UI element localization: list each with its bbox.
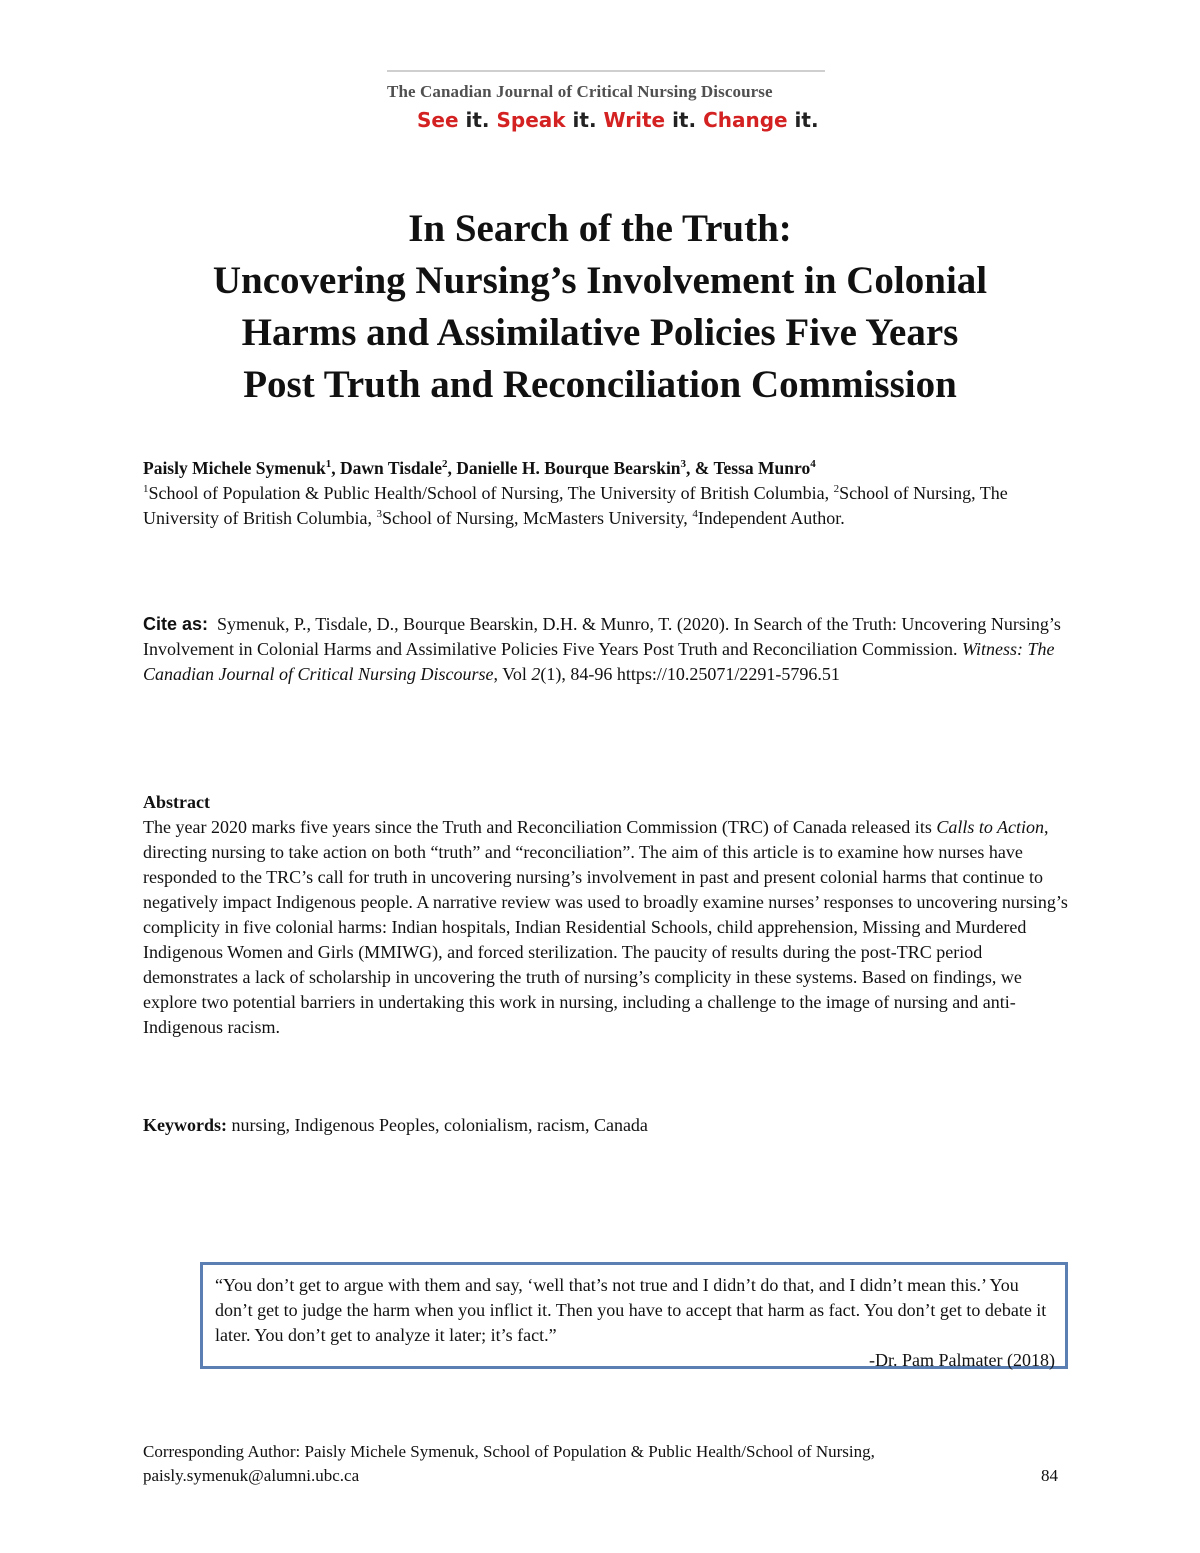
author-name: Tessa Munro: [713, 458, 811, 478]
quote-text: “You don’t get to argue with them and say, ‘well that’s not true and I didn’t do that, and I didn’t mean this.’ You don’t get to judge the harm when you inflict it. Then you have to accept that harm as fact. You don’t get to debate it later. You don’t get to analyze it later; it’s fact.”: [215, 1275, 1047, 1345]
citation-doi: (1), 84-96 https://10.25071/2291-5796.51: [540, 664, 840, 684]
abstract-heading: Abstract: [143, 792, 210, 812]
affil-mark: 2: [833, 483, 840, 495]
affiliations: [143, 481, 1073, 531]
masthead-rule: [387, 70, 825, 72]
slogan-word: Write: [603, 108, 666, 132]
author-email[interactable]: paisly.symenuk@alumni.ubc.ca: [143, 1466, 360, 1485]
slogan-suffix: it.: [458, 108, 497, 132]
author-affil-mark: 1: [325, 458, 332, 471]
abstract-italic: Calls to Action: [936, 817, 1045, 837]
page-number: 84: [1041, 1466, 1058, 1485]
slogan-suffix: it.: [565, 108, 604, 132]
author-affil-mark: 2: [442, 458, 448, 471]
abstract-text: , directing nursing to take action on both “truth” and “reconciliation”. The aim of this article is to examine how nurses have responded to the TRC’s call for truth in uncovering nursing’s involvement in past and present colonial harms that continue to negatively impact Indigenous people. A narrative review was used to broadly examine nurses’ responses to uncovering nursing’s complicity in five colonial harms: Indian hospitals, Indian Residential Schools, child apprehension, Missing and Murdered Indigenous Women and Girls (MMIWG), and forced sterilization. The paucity of results during the post-TRC period demonstrates a lack of scholarship in uncovering the truth of nursing’s complicity in these systems. Based on findings, we explore two potential barriers in undertaking this work in nursing, including a challenge to the image of nursing and anti-Indigenous racism.: [143, 817, 1068, 1037]
slogan-word: Change: [703, 108, 788, 132]
author-name: Paisly Michele Symenuk: [143, 458, 326, 478]
author-affil-mark: 4: [810, 458, 816, 471]
affil-text: School of Nursing, The University of British Columbia,: [143, 483, 1008, 528]
citation-volume: 2: [531, 664, 541, 684]
keywords-label: Keywords:: [143, 1115, 227, 1135]
title-line: In Search of the Truth:: [408, 207, 792, 250]
page-footer: [143, 1440, 1058, 1488]
journal-name: The Canadian Journal of Critical Nursing Discourse: [387, 82, 773, 101]
abstract-text: The year 2020 marks five years since the Truth and Reconciliation Commission (TRC) of Canada released its: [143, 817, 937, 837]
quote-attribution: -Dr. Pam Palmater (2018): [869, 1350, 1055, 1370]
citation-vol-pre: , Vol: [493, 664, 532, 684]
slogan-word: See: [417, 108, 459, 132]
citation: [143, 612, 1073, 687]
author-separator: ,: [447, 458, 457, 478]
slogan-word: Speak: [496, 108, 566, 132]
keywords-text: nursing, Indigenous Peoples, colonialism, racism, Canada: [227, 1115, 648, 1135]
author-name: Danielle H. Bourque Bearskin: [456, 458, 681, 478]
author-name: Dawn Tisdale: [340, 458, 442, 478]
citation-journal: Witness: The Canadian Journal of Critical Nursing Discourse: [143, 639, 1055, 684]
title-line: Harms and Assimilative Policies Five Years: [241, 311, 959, 354]
author-list: [143, 456, 1073, 481]
author-separator: ,: [331, 458, 341, 478]
keywords: [143, 1113, 1073, 1138]
author-affil-mark: 3: [680, 458, 687, 471]
slogan-suffix: it.: [665, 108, 704, 132]
affil-text: School of Nursing, McMasters University,: [382, 508, 693, 528]
affil-mark: 3: [376, 508, 382, 520]
affil-text: Independent Author.: [697, 508, 845, 528]
epigraph-quote-box: [200, 1262, 1068, 1369]
journal-slogan: [387, 108, 825, 132]
author-separator: , &: [686, 458, 714, 478]
citation-text: Symenuk, P., Tisdale, D., Bourque Bearskin, D.H. & Munro, T. (2020). In Search of the Truth: Uncovering Nursing’s Involvement in Colonial Harms and Assimilative Policies Five Years Post Truth and Reconciliation Commission.: [143, 614, 1061, 659]
affil-mark: 1: [143, 483, 149, 495]
title-line: Post Truth and Reconciliation Commission: [243, 363, 957, 406]
title-line: Uncovering Nursing’s Involvement in Colonial: [212, 259, 988, 302]
slogan-suffix: it.: [787, 108, 819, 132]
affil-text: School of Population & Public Health/School of Nursing, The University of British Columbia,: [148, 483, 834, 503]
article-title: [100, 203, 1100, 411]
abstract-body: [143, 815, 1073, 1040]
corresponding-author: Corresponding Author: Paisly Michele Symenuk, School of Population & Public Health/School of Nursing,: [143, 1442, 875, 1461]
affil-mark: 4: [692, 508, 698, 520]
citation-label: Cite as:: [143, 614, 209, 634]
journal-masthead: [387, 70, 825, 132]
